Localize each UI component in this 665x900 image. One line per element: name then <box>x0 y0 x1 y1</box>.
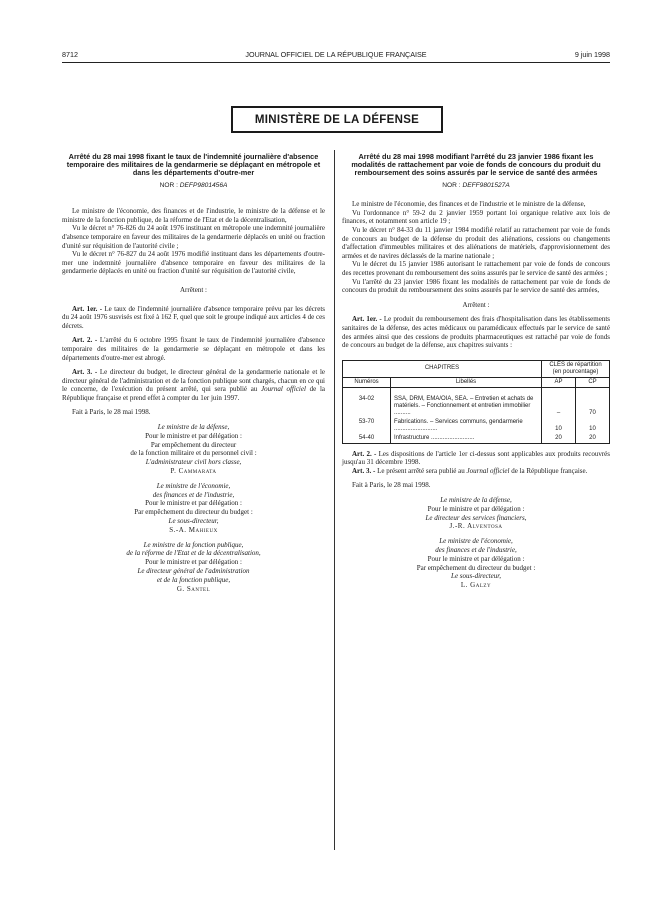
table-col-libelles: Libellés <box>391 377 542 387</box>
row-cp: 70 <box>576 387 610 418</box>
right-visa-3: Vu le décret du 15 janvier 1986 autorisant le rattachement par voie de fonds de concours des recettes provenant du remboursement des soins assurés par le service de santé des armées ; <box>342 260 610 277</box>
table-head-cles: CLÉS de répartition (en pourcentage) <box>542 360 610 377</box>
left-decree-title: Arrêté du 28 mai 1998 fixant le taux de l'indemnité journalière d'absence temporaire des militaires de la gendarmerie se déplaçant en métropole et dans les départements d'outre-mer <box>66 152 321 178</box>
right-signature-1 <box>342 496 610 531</box>
left-art3-journal: Journal officiel <box>261 385 306 394</box>
running-header <box>62 50 610 62</box>
signature-line: Le ministre de la fonction publique, <box>143 540 244 549</box>
signature-line: et de la fonction publique, <box>156 575 231 584</box>
table-row <box>343 418 610 434</box>
signature-line: Par empêchement du directeur du budget : <box>416 563 536 572</box>
signature-line: Le ministre de l'économie, <box>439 537 513 546</box>
signature-line: des finances et de l'industrie, <box>435 546 517 555</box>
signature-line: L. Galzy <box>460 581 492 590</box>
right-art2-text: Les dispositions de l'article 1er ci-dessus sont applicables aux produits recouvrés jusqu'au 31 décembre 1998. <box>342 449 611 467</box>
table-col-numeros: Numéros <box>343 377 391 387</box>
right-article-3 <box>342 467 610 476</box>
right-art1-label: Art. 1er. - <box>352 315 382 324</box>
left-art2-label: Art. 2. - <box>72 336 98 345</box>
signature-line: Le sous-directeur, <box>168 517 219 526</box>
left-art3-text-b: de la République française et prend effet à compter du 1er juin 1997. <box>62 385 326 402</box>
right-art2-label: Art. 2. - <box>352 449 377 458</box>
signature-line: Le directeur général de l'administration <box>137 567 250 576</box>
left-art3-label: Art. 3. - <box>72 368 98 377</box>
signature-line: Par empêchement du directeur du budget : <box>134 508 253 517</box>
signature-line: L'administrateur civil hors classe, <box>145 458 242 467</box>
table-row <box>343 387 610 418</box>
right-arretent: Arrêtent : <box>462 300 490 309</box>
left-article-3 <box>62 368 325 402</box>
left-arretent: Arrêtent : <box>179 285 207 294</box>
row-ap: – <box>542 387 576 418</box>
right-article-1 <box>342 315 610 349</box>
table-col-cp: CP <box>576 377 610 387</box>
signature-line: J.-R. Alventosa <box>449 522 503 531</box>
row-number: 34-02 <box>343 387 391 418</box>
journal-title: JOURNAL OFFICIEL DE LA RÉPUBLIQUE FRANÇAISE <box>245 50 427 59</box>
left-signature-1 <box>62 423 325 476</box>
right-fait: Fait à Paris, le 28 mai 1998. <box>352 481 431 490</box>
row-label: Fabrications. – Services communs, gendarmerie .......................... <box>391 418 542 434</box>
signature-line: Pour le ministre et par délégation : <box>145 431 242 440</box>
left-signature-3 <box>62 541 325 594</box>
signature-line: P. Cammarata <box>170 467 217 476</box>
left-nor-code: DEFP9801456A <box>179 181 228 189</box>
signature-line: Par empêchement du directeur <box>150 440 237 449</box>
right-visa-2: Vu le décret n° 84-33 du 11 janvier 1984 modifié relatif au rattachement par voie de fonds de concours au budget de la défense du produit des aliénations, cessions ou changements d'affectation d'immeubles militaires et des aliénations de matériels, d'approvisionnement des armées et de navires déclassés de la marine nationale ; <box>342 225 610 260</box>
row-number: 53-70 <box>343 418 391 434</box>
right-nor-code: DEFF9801527A <box>462 181 510 189</box>
signature-line: Pour le ministre et par délégation : <box>427 554 525 563</box>
table-head-chapitres: CHAPITRES <box>343 360 542 377</box>
issue-date: 9 juin 1998 <box>574 50 610 59</box>
left-art2-text: L'arrêté du 6 octobre 1995 fixant le taux de l'indemnité journalière d'absence temporaire des militaires de la gendarmerie se déplaçant en métropole et dans les départements d'outre-mer est abrogé. <box>62 336 325 362</box>
row-ap: 10 <box>542 418 576 434</box>
left-article-2 <box>62 336 325 362</box>
right-column <box>342 153 610 590</box>
left-art1-text: Le taux de l'indemnité journalière d'absence temporaire prévu par les décrets du 24 août 1976 susvisés est fixé à 162 F, quel que soit le groupe indiqué aux articles 4 de ces décrets. <box>62 304 325 330</box>
ministry-heading-box <box>231 106 443 133</box>
row-label: SSA, DRM, EMA/OIA, SEA. – Entretien et achats de matériels. – Fonctionnement et entretien immobilier .......... <box>391 387 542 418</box>
right-art3-text-a: Le présent arrêté sera publié au <box>377 466 465 475</box>
right-nor-label: NOR : <box>442 181 461 189</box>
right-visa-1: Vu l'ordonnance n° 59-2 du 2 janvier 1959 portant loi organique relative aux lois de finances, et notamment son article 19 ; <box>342 208 610 226</box>
signature-line: des finances et de l'industrie, <box>152 490 235 499</box>
page-number: 8712 <box>62 50 78 59</box>
left-signature-2 <box>62 482 325 535</box>
signature-line: de la réforme de l'Etat et de la décentralisation, <box>126 549 261 558</box>
chapters-table <box>342 360 610 444</box>
right-signature-2 <box>342 537 610 590</box>
ministry-heading: MINISTÈRE DE LA DÉFENSE <box>254 113 420 126</box>
row-cp: 10 <box>576 418 610 434</box>
left-visa-1: Vu le décret n° 76-826 du 24 août 1976 instituant en métropole une indemnité journalière d'absence temporaire en faveur des militaires de la gendarmerie déplacés en unité ou fraction d'unité sur réquisition de l'autorité civile ; <box>62 224 325 250</box>
right-visa-4: Vu l'arrêté du 23 janvier 1986 fixant les modalités de rattachement par voie de fonds de concours du produit du remboursement des soins assurés par le service de santé des armées, <box>342 277 610 295</box>
left-visa-2: Vu le décret n° 76-827 du 24 août 1976 modifié instituant dans les départements d'outre-mer une indemnité journalière d'absence temporaire en faveur des militaires de la gendarmerie déplacés en unité ou fraction d'unité sur réquisition de l'autorité civile, <box>62 250 325 276</box>
signature-line: S.-A. Mahieux <box>169 525 218 534</box>
header-rule <box>62 62 610 63</box>
left-preamble: Le ministre de l'économie, des finances et de l'industrie, le ministre de la défense et le ministre de la fonction publique, de la réforme de l'Etat et de la décentralisation, <box>62 207 325 224</box>
signature-line: de la fonction militaire et du personnel civil : <box>130 449 257 458</box>
right-article-2 <box>342 450 610 467</box>
row-ap: 20 <box>542 434 576 444</box>
left-art3-text-a: Le directeur du budget, le directeur général de la gendarmerie nationale et le directeur général de l'administration et de la fonction publique sont chargés, chacun en ce qui le concerne, de l'exécution du présent arrêté, qui sera publié au <box>62 368 326 394</box>
signature-line: Le ministre de l'économie, <box>156 481 231 490</box>
left-nor <box>62 182 325 191</box>
table-row <box>343 434 610 444</box>
signature-line: Pour le ministre et par délégation : <box>145 499 242 508</box>
right-nor <box>342 182 610 191</box>
signature-line: Pour le ministre et par délégation : <box>145 558 242 567</box>
left-fait: Fait à Paris, le 28 mai 1998. <box>72 408 151 417</box>
left-column <box>62 153 325 593</box>
row-label: Infrastructure .......................... <box>391 434 542 444</box>
row-number: 54-40 <box>343 434 391 444</box>
right-decree-title: Arrêté du 28 mai 1998 modifiant l'arrêté du 23 janvier 1986 fixant les modalités de rattachement par voie de fonds de concours du produit du remboursement des soins assurés par le service de santé des armées <box>351 152 601 178</box>
table-col-ap: AP <box>542 377 576 387</box>
row-cp: 20 <box>576 434 610 444</box>
signature-line: Le ministre de la défense, <box>157 423 230 432</box>
left-article-1 <box>62 305 325 331</box>
right-preamble: Le ministre de l'économie, des finances et de l'industrie et le ministre de la défense, <box>352 200 586 209</box>
signature-line: Le directeur des services financiers, <box>425 513 527 522</box>
signature-line: Le ministre de la défense, <box>440 496 512 505</box>
right-art3-journal: Journal officiel <box>466 466 510 475</box>
column-separator <box>334 150 335 850</box>
right-art3-text-b: de la République française. <box>511 466 588 475</box>
signature-line: G. Santel <box>176 584 211 593</box>
signature-line: Le sous-directeur, <box>451 572 501 581</box>
right-art3-label: Art. 3. - <box>352 466 376 475</box>
right-art1-text: Le produit du remboursement des frais d'hospitalisation dans les établissements sanitaires de la défense, des actes médicaux ou paramédicaux effectués par le service de santé des armées ainsi que des cessions de produits pharmaceutiques est rattaché par voie de fonds de concours au budget de la défense, aux chapitres suivants : <box>342 315 610 350</box>
left-nor-label: NOR : <box>159 181 178 189</box>
left-art1-label: Art. 1er. - <box>72 304 103 313</box>
signature-line: Pour le ministre et par délégation : <box>427 504 525 513</box>
table-body <box>343 387 610 443</box>
